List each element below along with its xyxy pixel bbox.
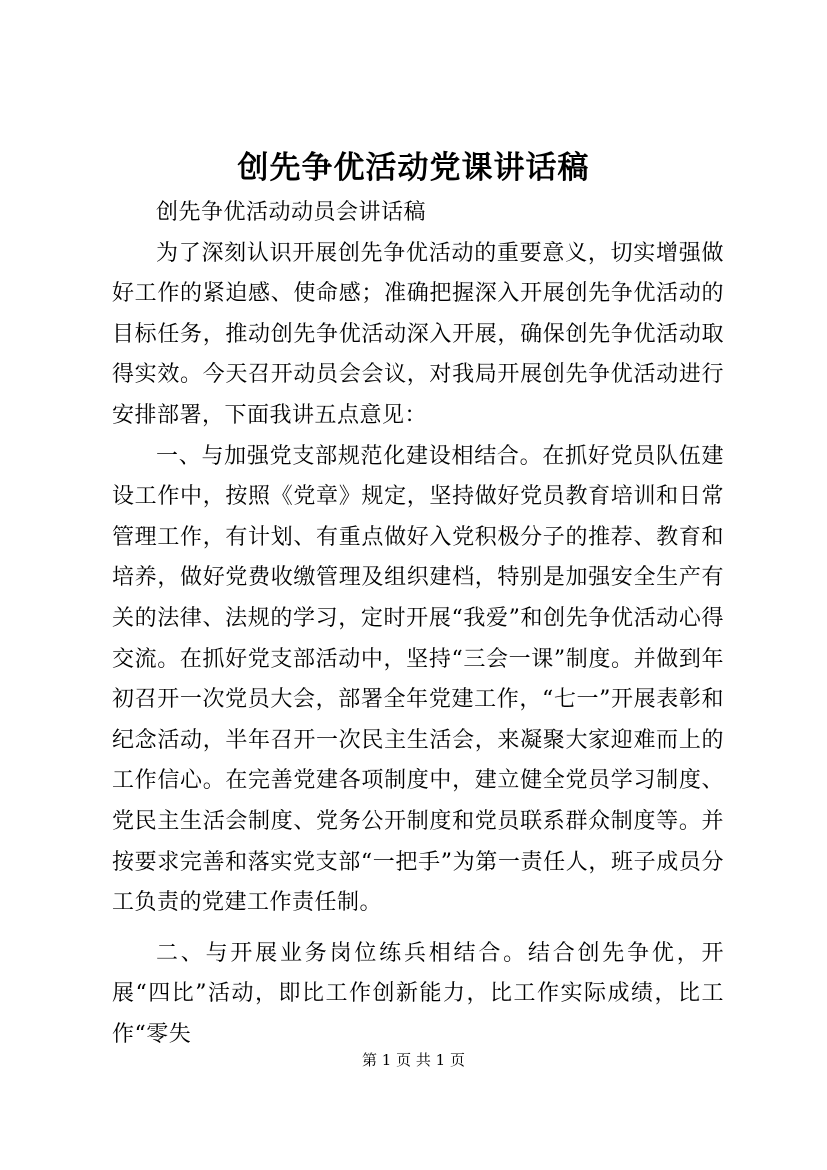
document-title: 创先争优活动党课讲话稿 — [237, 150, 590, 186]
point-one-paragraph: 一、与加强党支部规范化建设相结合。在抓好党员队伍建设工作中，按照《党章》规定，坚持做好党员教育培训和日常管理工作，有计划、有重点做好入党积极分子的推荐、教育和培养，做好党费收缴管理及组织建档，特别是加强安全生产有关的法律、法规的学习，定时开展“我爱”和创先争优活动心得交流。在抓好党支部活动中，坚持“三会一课”制度。并做到年初召开一次党员大会，部署全年党建工作，“七一”开展表彰和纪念活动，半年召开一次民主生活会，来凝聚大家迎难而上的工作信心。在完善党建各项制度中，建立健全党员学习制度、党民主生活会制度、党务公开制度和党员联系群众制度等。并按要求完善和落实党支部“一把手”为第一责任人，班子成员分工负责的党建工作责任制。 — [112, 443, 724, 916]
page-footer: 第 1 页 共 1 页 — [362, 1051, 465, 1069]
point-two-paragraph: 二、与开展业务岗位练兵相结合。结合创先争优，开展“四比”活动，即比工作创新能力，比工作实际成绩，比工作“零失 — [112, 940, 724, 1047]
intro-paragraph: 为了深刻认识开展创先争优活动的重要意义，切实增强做好工作的紧迫感、使命感；准确把握深入开展创先争优活动的目标任务，推动创先争优活动深入开展，确保创先争优活动取得实效。今天召开动员会会议，对我局开展创先争优活动进行安排部署，下面我讲五点意见： — [112, 240, 724, 428]
subtitle-paragraph: 创先争优活动动员会讲话稿 — [156, 200, 427, 225]
document-body — [112, 193, 724, 1055]
